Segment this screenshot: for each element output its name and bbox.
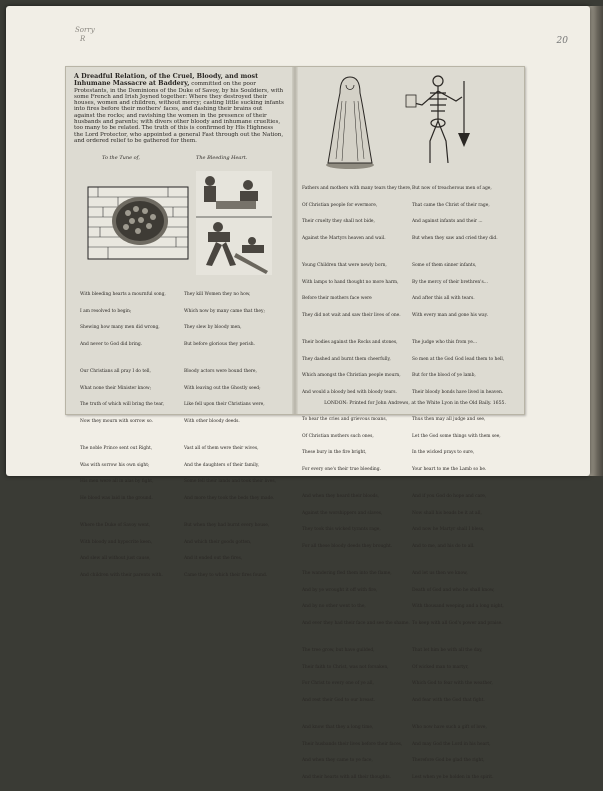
verse-line: Their bodies against the Rocks and stones, (302, 340, 398, 345)
verse-line: What none their Minister know; (80, 385, 152, 391)
woodcut-shrouded-figure-icon (324, 71, 376, 169)
verse-line: And the daughters of their family, (184, 462, 260, 468)
verse-line: Against the Martyrs heaven and wail. (302, 235, 386, 241)
margin-note: Sorry (75, 26, 95, 34)
verse-line: That came the Christ of their rage, (412, 202, 490, 208)
verse-line: Let the God some things with them see, (412, 433, 501, 439)
verse-line: And would a bloody bed with bloody tears. (302, 389, 397, 395)
verse-line: Death of God and who he shall know, (412, 587, 495, 593)
verse-line: And when they heard their bloods, (302, 494, 380, 499)
verse-line: They dashed and burnt them cheerfully, (302, 356, 391, 362)
verse-line: Which now by many came that they; (184, 308, 265, 314)
verse-line: Their bloody bonds have lived in heaven. (412, 389, 504, 395)
verse-line: Now shall his beads be it at all, (412, 510, 482, 516)
verse-line: But when they had burnt every house, (184, 523, 270, 528)
verse-line: With thousand weeping and a long night, (412, 604, 504, 609)
verse-line: Was with sorrow his own sight; (80, 462, 150, 468)
verse-line: And more they took the beds they made. (184, 495, 275, 501)
verse-column (184, 281, 288, 578)
verse-line: And against infants and their ... (412, 219, 483, 224)
verse-line: And when they came to ye face, (302, 758, 373, 763)
verse-line: And by ye wrought it off with fire, (302, 587, 378, 593)
verse-line: They did not wait and saw their lives of one. (302, 312, 401, 318)
verse-line: And if you God do hope and care, (412, 494, 487, 499)
verse-line: But for the blood of ye lamb, (412, 373, 476, 378)
verse-line: And never to God did bring. (80, 341, 143, 347)
verse-line: Of wicked man to martyr, (412, 664, 469, 670)
verse-line: So men at the God God lead them to hell, (412, 356, 505, 362)
verse-line: And by no other went to the, (302, 604, 366, 609)
verse-line: Fathers and mothers with many tears they there, (302, 186, 412, 191)
verse-line: Their cruelty they shall not bide, (302, 219, 375, 224)
woodcut-massacre-icon (196, 171, 272, 275)
verse-line: Lest when ye be holden in the spirit. (412, 774, 494, 780)
verse-column (80, 281, 178, 578)
verse-line: And let us then we know, (412, 571, 468, 576)
verse-line: And after this all with tears. (412, 296, 475, 301)
verse-line: Before their mothers face were (302, 296, 372, 301)
verse-line: And rest their God to our breast. (302, 697, 376, 703)
verse-line: Their husbands their lives before their faces, (302, 741, 403, 747)
verse-line: Against the worshippers and slaves, (302, 510, 383, 516)
verse-line: Like fell upon their Christians were, (184, 402, 265, 407)
verse-line: These bury in the fire bright, (302, 450, 367, 455)
verse-line: Shewing how many men did wrong, (80, 325, 160, 330)
verse-line: Young Children that were newly born, (302, 263, 387, 268)
verse-line: Some of them sinner infants, (412, 263, 477, 268)
verse-line: With every man and gone his way. (412, 312, 488, 318)
margin-note-2: R (80, 35, 86, 43)
verse-line: But when they saw and cried they did. (412, 235, 498, 241)
verse-line: Bloody actors were bound there, (184, 369, 257, 374)
verse-line: With lamps to hand thought no more harm, (302, 279, 399, 285)
verse-line: And know that they a long time, (302, 725, 374, 730)
verse-line: With other bloody deeds. (184, 418, 240, 424)
verse-line: For Christ to every one of ye all, (302, 681, 374, 686)
tune-label: To the Tune of, (102, 155, 140, 161)
verse-line: Your heart to me the Lamb so be. (412, 466, 487, 472)
verse-line: And ever they had their face and see the shame. (302, 620, 410, 626)
verse-line: With leaving out the Ghostly seed; (184, 385, 261, 391)
verse-line: But before glorious they perish. (184, 341, 255, 347)
title-lead: A Dreadful Relation, of the Cruel, Bloody, and most Inhumane Massacre at Baddery, (74, 72, 259, 88)
verse-line: Of Christian people for evermore, (302, 202, 378, 208)
verse-line: Came they to which their fires found. (184, 572, 268, 578)
verse-line: Our Christians all pray I do tell, (80, 369, 151, 374)
verse-line: And which their goods gotten, (184, 539, 252, 545)
verse-line: He blood was laid in the ground. (80, 495, 153, 501)
verse-line: With bloody and hypocrite keen, (80, 539, 153, 545)
title-body: committed on the poor Protestants, in the Dominions of the Duke of Savoy, by his Souldiers, with some French and Irish Joyned together: Where they destroyed their houses, women and children, without mercy; casting little sucking infants into fires before their mothers' faces, and dashing their brains out against the rocks; and ravishing the women in the presence of their husbands and parents; with divers other bloody and inhumane cruelties, too many to be related. The truth of this is confirmed by His Highness the Lord Protector, who appointed a general Fast through out the Nation, and ordered relief to be gathered for them. (74, 81, 284, 144)
verse-line: And their hearts with all their thoughts. (302, 774, 392, 780)
verse-line: Where the Duke of Savoy went, (80, 523, 151, 528)
verse-line: And may God the Lord in his heart, (412, 741, 491, 747)
verse-line: The tree grow, but have guilded, (302, 648, 375, 653)
verse-line: For all these bloody deeds they brought. (302, 543, 393, 549)
verse-line: Of Christian mothers such ones, (302, 433, 374, 439)
verse-line: And it ended out the fires, (184, 556, 243, 561)
verse-line: They slew by bloody men, (184, 325, 242, 330)
woodcut-fire-icon (88, 187, 188, 259)
imprint-line: LONDON: Printed for John Andrews, at the White Lyon in the Old Baily. 1655. (324, 401, 506, 406)
verse-line: Now they mourn with sorrow so. (80, 418, 153, 424)
verse-line: With bleeding hearts a mournful song, (80, 292, 166, 297)
verse-line: And children with their parents with. (80, 572, 163, 578)
verse-line: By the mercy of their brethren's... (412, 279, 488, 285)
verse-line: Which amongst the Christian people mourn, (302, 373, 401, 378)
verse-line: For every one's their true bleeding. (302, 466, 381, 472)
page-number: 20 (556, 36, 568, 46)
verse-line: The noble Prince sent out Right, (80, 446, 153, 451)
verse-line: But now of treacherous men of age, (412, 186, 492, 191)
verse-line: Which God to fear with the weather, (412, 681, 493, 686)
verse-line: Therefore God be glad the right, (412, 758, 485, 763)
verse-line: His men were all in alas by fight, (80, 479, 154, 484)
verse-line: The truth of which will bring the tear, (80, 402, 165, 407)
sheet-fold (292, 67, 298, 414)
verse-line: They took this wicked tyrants rage, (302, 527, 381, 532)
broadside-sheet (65, 66, 525, 780)
verse-line: Some fell their lands and took their lives, (184, 479, 277, 484)
verse-line: To hear the cries and grievous moans, (302, 417, 388, 422)
verse-line: Who now have such a gift of love, (412, 725, 487, 730)
broadside-title (74, 73, 284, 144)
verse-line: And fear with the God that fight. (412, 697, 485, 703)
verse-line: And now he Martyr shall I bless, (412, 527, 485, 532)
verse-line: Thus then may all judge and see, (412, 417, 486, 422)
verse-line: That let him be with all the day, (412, 648, 483, 653)
verse-line: I am resolved to begin; (80, 308, 132, 314)
verse-line: Their faith to Christ, was not forsaken, (302, 664, 389, 670)
verse-line: And to me, and his do to all. (412, 543, 475, 549)
verse-column (302, 175, 412, 780)
verse-line: To keep with all God's power and praise. (412, 620, 503, 626)
album-page (6, 6, 590, 780)
verse-line: In the wicked prays to sure, (412, 450, 475, 455)
verse-line: Vast all of them were their wives, (184, 446, 259, 451)
verse-line: The judge who this from ye... (412, 340, 478, 345)
verse-line: The wandering fled them into the flame, (302, 571, 392, 576)
verse-line: And slew all without just cause, (80, 556, 151, 561)
verse-line: They kill Women they no how, (184, 292, 251, 297)
woodcut-skeleton-icon (400, 71, 482, 169)
tune-name: The Bleeding Heart. (196, 155, 248, 161)
